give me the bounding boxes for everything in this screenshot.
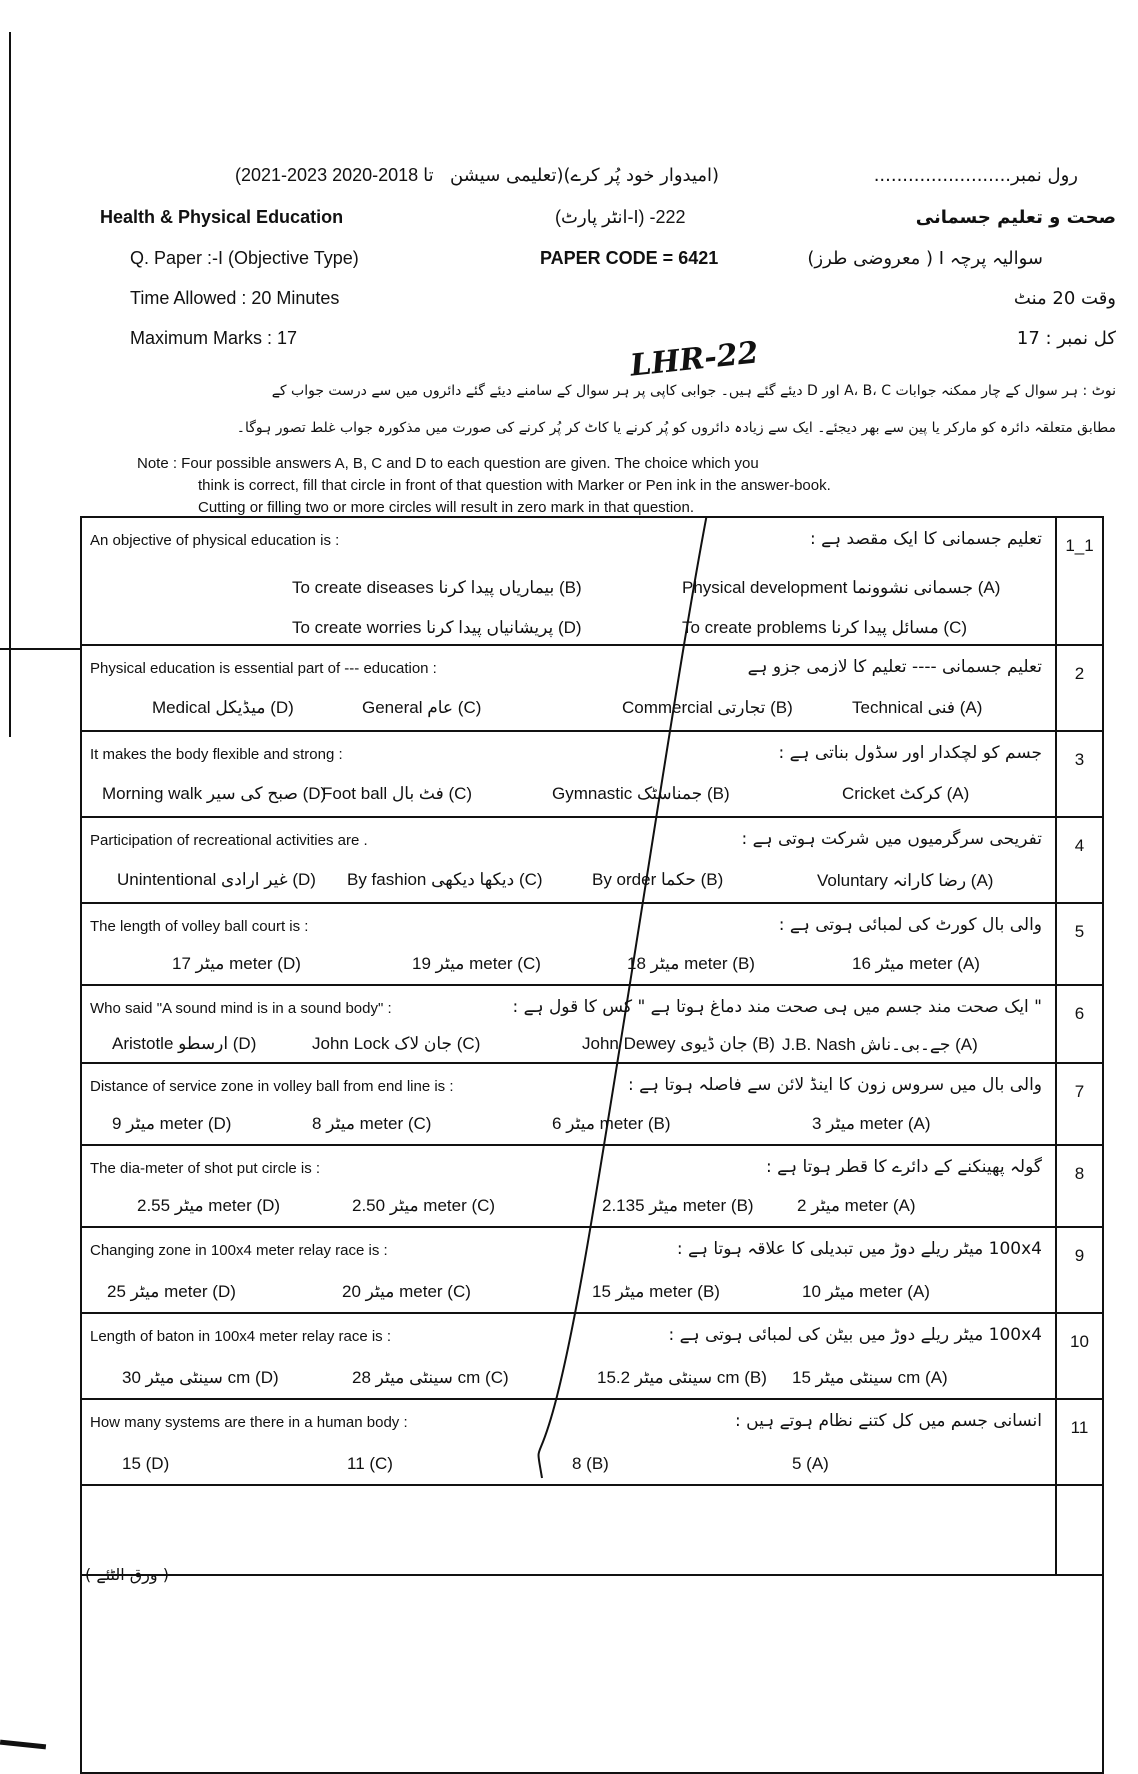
option-b: سینٹی میٹر 15.2 cm (B) [597, 1368, 767, 1387]
corner-mark [0, 1740, 46, 1750]
option-c: میٹر 2.50 meter (C) [352, 1196, 496, 1215]
question-number: 9 [1055, 1228, 1102, 1312]
option-b: Gymnastic جمناسٹک (B) [552, 784, 730, 803]
time-allowed-english: Time Allowed : 20 Minutes [130, 288, 340, 308]
question-english: The dia-meter of shot put circle is : [90, 1160, 321, 1177]
option-c: 11 (C) [347, 1454, 393, 1473]
option-c: میٹر 8 meter (C) [312, 1114, 432, 1133]
question-urdu: گولہ پھینکنے کے دائرے کا قطر ہوتا ہے : [765, 1157, 1042, 1177]
question-number: 4 [1055, 818, 1102, 902]
note-english-line3: Cutting or filling two or more circles will result in zero mark in that question. [198, 499, 695, 516]
question-urdu: والی بال کورٹ کی لمبائی ہوتی ہے : [778, 915, 1042, 935]
paper-type-english: Q. Paper :-I (Objective Type) [130, 248, 359, 268]
option-b: میٹر 2.135 meter (B) [602, 1196, 754, 1215]
option-b: Commercial تجارتی (B) [622, 698, 793, 717]
question-english: How many systems are there in a human body : [90, 1414, 408, 1431]
option-a: Technical فنی (A) [852, 698, 983, 717]
option-a: Voluntary رضا کارانہ (A) [817, 871, 994, 890]
question-number: 6 [1055, 986, 1102, 1062]
question-number: 2 [1055, 646, 1102, 730]
note-english-line1: Note : Four possible answers A, B, C and D to each question are given. The choice which you [137, 455, 759, 472]
question-english: Physical education is essential part of --- education : [90, 660, 437, 677]
option-a: سینٹی میٹر 15 cm (A) [792, 1368, 948, 1387]
option-d: میٹر 9 meter (D) [112, 1114, 232, 1133]
option-d: Aristotle ارسطو (D) [112, 1034, 257, 1053]
option-a: میٹر 2 meter (A) [797, 1196, 916, 1215]
option-b: 8 (B) [572, 1454, 609, 1473]
question-urdu: تعلیم جسمانی ---- تعلیم کا لازمی جزو ہے [747, 657, 1042, 677]
question-english: The length of volley ball court is : [90, 918, 309, 935]
option-c: By fashion دیکھا دیکھی (C) [347, 870, 543, 889]
question-urdu: تفریحی سرگرمیوں میں شرکت ہوتی ہے : [741, 829, 1042, 849]
questions-table [80, 516, 1104, 1774]
question-english: An objective of physical education is : [90, 532, 340, 549]
session-instruction: (امیدوار خود پُر کرے)(تعلیمی سیشن [450, 165, 720, 186]
option-a: J.B. Nash جے۔بی۔ناش (A) [782, 1035, 978, 1054]
option-a: میٹر 16 meter (A) [852, 954, 980, 973]
question-english: It makes the body flexible and strong : [90, 746, 343, 763]
session-years: (2021-2023 تا 2018-2020 [235, 165, 434, 185]
question-urdu: جسم کو لچکدار اور سڈول بناتی ہے : [778, 743, 1042, 763]
max-marks-urdu: کل نمبر : 17 [1016, 328, 1116, 349]
question-urdu: 100x4 میٹر ریلے دوڑ میں تبدیلی کا علاقہ ہوتا ہے : [676, 1239, 1042, 1259]
option-c: سینٹی میٹر 28 cm (C) [352, 1368, 509, 1387]
turn-over-label: ( ورق الٹئے ) [85, 1565, 169, 1584]
subject-code: (انٹر پارٹ-I) -222 [555, 207, 686, 227]
question-english: Who said "A sound mind is in a sound body" : [90, 1000, 392, 1017]
option-c: Foot ball فٹ بال (C) [322, 784, 473, 803]
subject-urdu: صحت و تعلیم جسمانی [915, 207, 1116, 228]
question-urdu: 100x4 میٹر ریلے دوڑ میں بیٹن کی لمبائی ہوتی ہے : [668, 1325, 1042, 1345]
option-a: Physical development جسمانی نشوونما (A) [682, 578, 1001, 597]
question-english: Distance of service zone in volley ball from end line is : [90, 1078, 454, 1095]
option-a: 5 (A) [792, 1454, 829, 1473]
question-english: Changing zone in 100x4 meter relay race is : [90, 1242, 388, 1259]
option-b: میٹر 18 meter (B) [627, 954, 755, 973]
option-b: By order حکما (B) [592, 870, 724, 889]
question-number: 8 [1055, 1146, 1102, 1226]
max-marks-english: Maximum Marks : 17 [130, 328, 298, 348]
option-b: John Dewey جان ڈیوی (B) [582, 1034, 775, 1053]
margin-dash [0, 648, 80, 650]
pen-stroke [82, 518, 1102, 1576]
option-c: General عام (C) [362, 698, 482, 717]
roll-number-label: رول نمبر........................ [873, 165, 1078, 186]
paper-type-urdu: سوالیہ پرچہ I ( معروضی طرز) [807, 248, 1043, 269]
option-a: میٹر 10 meter (A) [802, 1282, 930, 1301]
option-b: میٹر 6 meter (B) [552, 1114, 671, 1133]
subject-english: Health & Physical Education [100, 207, 344, 227]
paper-code: PAPER CODE = 6421 [540, 248, 719, 268]
question-urdu: " ایک صحت مند جسم میں ہی صحت مند دماغ ہوتا ہے " کس کا قول ہے : [512, 997, 1042, 1017]
note-english-line2: think is correct, fill that circle in front of that question with Marker or Pen ink in the answer-book. [198, 477, 831, 494]
option-c: میٹر 20 meter (C) [342, 1282, 471, 1301]
option-a: میٹر 3 meter (A) [812, 1114, 931, 1133]
option-b: میٹر 15 meter (B) [592, 1282, 720, 1301]
note-urdu-line2: مطابق متعلقہ دائرہ کو مارکر یا پین سے بھر دیجئے۔ ایک سے زیادہ دائروں کو پُر کرنے یا کاٹ کر پُر کرنے کی صورت میں مذکورہ جواب غلط تصور ہوگا۔ [236, 420, 1116, 436]
option-c: John Lock جان لاک (C) [312, 1034, 481, 1053]
note-urdu-line1: نوٹ : ہر سوال کے چار ممکنہ جوابات A، B، C اور D دیئے گئے ہیں۔ جوابی کاپی پر ہر سوال کے سامنے دیئے گئے دائروں میں سے درست جواب کے [271, 383, 1116, 399]
question-number: 7 [1055, 1064, 1102, 1144]
option-a: Cricket کرکٹ (A) [842, 784, 970, 803]
option-d: Morning walk صبح کی سیر (D) [102, 784, 327, 803]
option-d: 15 (D) [122, 1454, 170, 1473]
question-urdu: انسانی جسم میں کل کتنے نظام ہوتے ہیں : [735, 1411, 1042, 1431]
option-d: میٹر 25 meter (D) [107, 1282, 236, 1301]
option-d: سینٹی میٹر 30 cm (D) [122, 1368, 279, 1387]
question-english: Length of baton in 100x4 meter relay race is : [90, 1328, 392, 1345]
option-d: میٹر 17 meter (D) [172, 954, 301, 973]
question-number: 10 [1055, 1314, 1102, 1398]
option-b: To create diseases بیماریاں پیدا کرنا (B) [292, 578, 582, 597]
question-urdu: والی بال میں سروس زون کا اینڈ لائن سے فاصلہ ہوتا ہے : [627, 1075, 1042, 1095]
option-d: میٹر 2.55 meter (D) [137, 1196, 281, 1215]
question-number: 1_1 [1055, 518, 1102, 644]
time-allowed-urdu: وقت 20 منٹ [1013, 288, 1116, 309]
question-number: 11 [1055, 1400, 1102, 1484]
option-d: To create worries پریشانیاں پیدا کرنا (D) [292, 618, 582, 637]
handwritten-mark: LHR-22 [628, 335, 761, 384]
margin-line [9, 32, 11, 737]
question-urdu: تعلیم جسمانی کا ایک مقصد ہے : [810, 529, 1042, 549]
option-d: Medical میڈیکل (D) [152, 698, 294, 717]
option-c: To create problems مسائل پیدا کرنا (C) [682, 618, 968, 637]
option-c: میٹر 19 meter (C) [412, 954, 541, 973]
question-english: Participation of recreational activities are . [90, 832, 368, 849]
question-number: 3 [1055, 732, 1102, 816]
question-number: 5 [1055, 904, 1102, 984]
option-d: Unintentional غیر ارادی (D) [117, 870, 316, 889]
